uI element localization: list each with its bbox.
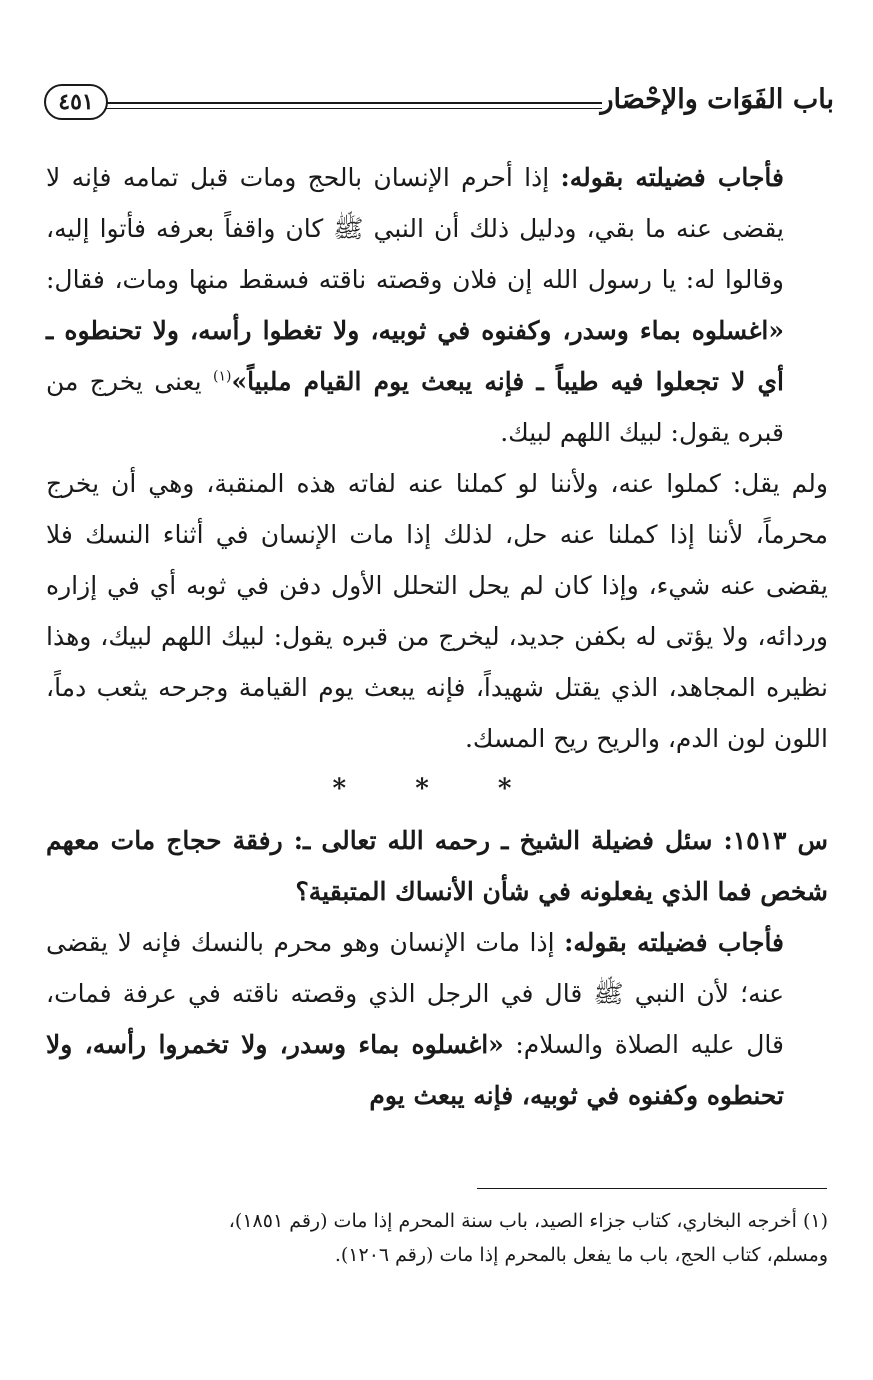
answer-paragraph-3 xyxy=(46,917,828,1121)
hadith-quote: «اغسلوه بماء وسدر، وكفنوه في ثوبيه، ولا تغطوا رأسه، ولا تحنطوه ـ أي لا تجعلوا فيه طيباً ـ فإنه يبعث يوم القيام ملبياً» xyxy=(46,316,784,396)
answer-lead-2: فأجاب فضيلته بقوله: xyxy=(564,928,785,957)
answer-paragraph-2: ولم يقل: كملوا عنه، ولأننا لو كملنا عنه لفاته هذه المنقبة، وهي أن يخرج محرماً، لأننا إذا كملنا عنه حل، لذلك إذا مات الإنسان في أثناء النسك فلا يقضى عنه شيء، وإذا كان لم يحل التحلل الأول دفن في ثوبه أي في إزاره وردائه، ولا يؤتى له بكفن جديد، ليخرج من قبره يقول: لبيك اللهم لبيك، وهذا نظيره المجاهد، الذي يقتل شهيداً، فإنه يبعث يوم القيامة وجرحه يثعب دماً، اللون لون الدم، والريح ريح المسك. xyxy=(46,469,828,753)
header-rule-thin xyxy=(106,108,602,109)
footnote-line-1: (١) أخرجه البخاري، كتاب جزاء الصيد، باب سنة المحرم إذا مات (رقم ١٨٥١)، xyxy=(228,1210,828,1232)
answer-text-continued: يعنى يخرج من قبره يقول: لبيك اللهم لبيك. xyxy=(46,367,784,447)
header-rule-thick xyxy=(106,102,602,104)
footnote xyxy=(46,1204,828,1272)
page-number: ٤٥١ xyxy=(44,84,108,120)
answer-lead: فأجاب فضيلته بقوله: xyxy=(560,163,785,192)
question-1513: س ١٥١٣: سئل فضيلة الشيخ ـ رحمه الله تعالى ـ: رفقة حجاج مات معهم شخص فما الذي يفعلونه في شأن الأنساك المتبقية؟ xyxy=(46,826,828,906)
hadith-quote-2: «اغسلوه بماء وسدر، ولا تخمروا رأسه، ولا تحنطوه وكفنوه في ثوبيه، فإنه يبعث يوم xyxy=(46,1030,784,1110)
page-header xyxy=(44,80,834,128)
section-separator: * * * xyxy=(332,774,542,804)
chapter-title: باب الفَوَات والإحْصَار xyxy=(600,84,834,115)
answer-text: إذا أحرم الإنسان بالحج ومات قبل تمامه فإنه لا يقضى عنه ما بقي، ودليل ذلك أن النبي ﷺ كان واقفاً بعرفه فأتوا إليه، وقالوا له: يا رسول الله إن فلان وقصته ناقته فسقط منها ومات، فقال: xyxy=(46,163,784,294)
main-text xyxy=(46,152,828,1121)
footnote-separator xyxy=(477,1188,827,1189)
footnote-reference: (١) xyxy=(213,368,232,385)
footnote-line-2: ومسلم، كتاب الحج، باب ما يفعل بالمحرم إذا مات (رقم ١٢٠٦). xyxy=(334,1244,828,1266)
answer-text-2: إذا مات الإنسان وهو محرم بالنسك فإنه لا يقضى عنه؛ لأن النبي ﷺ قال في الرجل الذي وقصته ناقته في عرفة فمات، قال عليه الصلاة والسلام: xyxy=(46,928,784,1059)
answer-paragraph-1 xyxy=(46,152,828,458)
